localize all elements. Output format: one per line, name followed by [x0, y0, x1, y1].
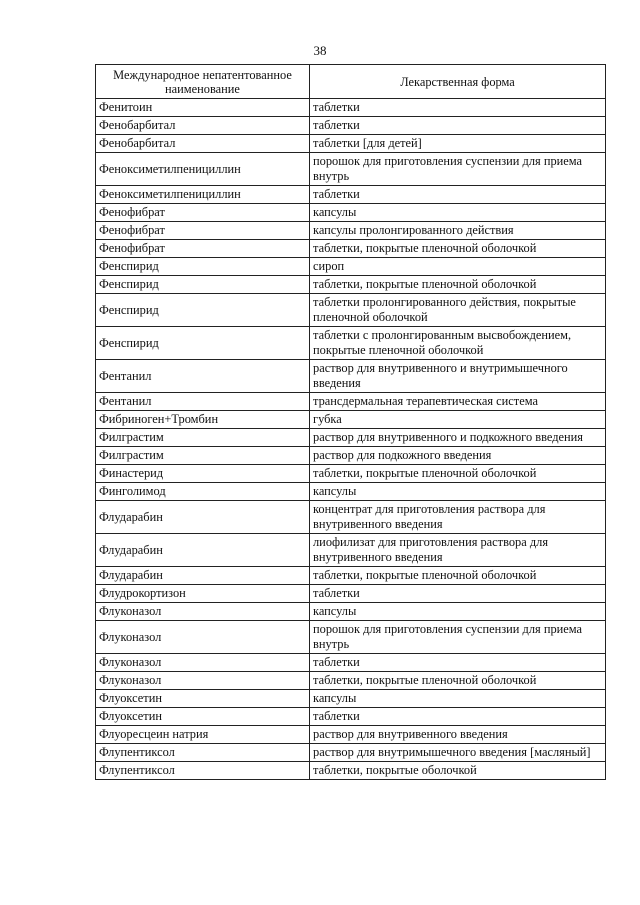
dosage-form-cell: капсулы [310, 603, 606, 621]
table-row [96, 135, 606, 153]
table-row [96, 465, 606, 483]
dosage-form-cell: порошок для приготовления суспензии для приема внутрь [310, 621, 606, 654]
table-row [96, 483, 606, 501]
dosage-form-cell: таблетки, покрытые пленочной оболочкой [310, 672, 606, 690]
table-row [96, 99, 606, 117]
dosage-form-cell: раствор для внутривенного введения [310, 726, 606, 744]
table-row [96, 153, 606, 186]
drug-name-cell: Фентанил [96, 360, 310, 393]
table-row [96, 567, 606, 585]
drug-name-cell: Феноксиметилпенициллин [96, 186, 310, 204]
table-body [96, 99, 606, 780]
table-row [96, 744, 606, 762]
dosage-form-cell: таблетки [310, 117, 606, 135]
table-row [96, 654, 606, 672]
drug-name-cell: Флупентиксол [96, 744, 310, 762]
dosage-form-cell: таблетки [310, 186, 606, 204]
table-row [96, 585, 606, 603]
table-header-row [96, 65, 606, 99]
table-row [96, 360, 606, 393]
table-row [96, 447, 606, 465]
dosage-form-cell: капсулы [310, 690, 606, 708]
dosage-form-cell: раствор для внутримышечного введения [масляный] [310, 744, 606, 762]
dosage-form-cell: раствор для подкожного введения [310, 447, 606, 465]
dosage-form-cell: порошок для приготовления суспензии для приема внутрь [310, 153, 606, 186]
drug-name-cell: Финголимод [96, 483, 310, 501]
drug-name-cell: Флупентиксол [96, 762, 310, 780]
table-row [96, 294, 606, 327]
dosage-form-cell: таблетки, покрытые пленочной оболочкой [310, 465, 606, 483]
drug-name-cell: Флудрокортизон [96, 585, 310, 603]
table-row [96, 393, 606, 411]
drug-name-cell: Флуконазол [96, 603, 310, 621]
drug-name-cell: Фенобарбитал [96, 117, 310, 135]
dosage-form-cell: таблетки [310, 99, 606, 117]
dosage-form-cell: раствор для внутривенного и внутримышечного введения [310, 360, 606, 393]
table-row [96, 429, 606, 447]
drug-name-cell: Флударабин [96, 501, 310, 534]
table-row [96, 603, 606, 621]
drug-name-cell: Фенспирид [96, 276, 310, 294]
dosage-form-cell: лиофилизат для приготовления раствора для внутривенного введения [310, 534, 606, 567]
table-row [96, 726, 606, 744]
table-row [96, 762, 606, 780]
dosage-form-cell: таблетки с пролонгированным высвобождением, покрытые пленочной оболочкой [310, 327, 606, 360]
drug-table [95, 64, 606, 780]
dosage-form-cell: губка [310, 411, 606, 429]
table-row [96, 690, 606, 708]
dosage-form-cell: капсулы пролонгированного действия [310, 222, 606, 240]
dosage-form-cell: раствор для внутривенного и подкожного введения [310, 429, 606, 447]
drug-name-cell: Флуконазол [96, 621, 310, 654]
header-inn: Международное непатентованное наименование [96, 65, 310, 99]
drug-name-cell: Фенофибрат [96, 222, 310, 240]
table-row [96, 204, 606, 222]
table-row [96, 621, 606, 654]
dosage-form-cell: капсулы [310, 204, 606, 222]
dosage-form-cell: трансдермальная терапевтическая система [310, 393, 606, 411]
drug-name-cell: Фенобарбитал [96, 135, 310, 153]
drug-name-cell: Филграстим [96, 447, 310, 465]
drug-name-cell: Флуоксетин [96, 708, 310, 726]
drug-name-cell: Флуконазол [96, 654, 310, 672]
drug-name-cell: Фенофибрат [96, 204, 310, 222]
table-row [96, 258, 606, 276]
drug-name-cell: Флуконазол [96, 672, 310, 690]
header-dosage-form: Лекарственная форма [310, 65, 606, 99]
table-row [96, 501, 606, 534]
drug-name-cell: Флударабин [96, 567, 310, 585]
dosage-form-cell: таблетки, покрытые пленочной оболочкой [310, 567, 606, 585]
drug-name-cell: Фенспирид [96, 294, 310, 327]
drug-name-cell: Флуоресцеин натрия [96, 726, 310, 744]
drug-name-cell: Филграстим [96, 429, 310, 447]
dosage-form-cell: капсулы [310, 483, 606, 501]
table-row [96, 222, 606, 240]
table-row [96, 534, 606, 567]
table-row [96, 240, 606, 258]
dosage-form-cell: таблетки [для детей] [310, 135, 606, 153]
table-row [96, 276, 606, 294]
drug-name-cell: Флударабин [96, 534, 310, 567]
drug-name-cell: Фибриноген+Тромбин [96, 411, 310, 429]
drug-name-cell: Феноксиметилпенициллин [96, 153, 310, 186]
dosage-form-cell: сироп [310, 258, 606, 276]
dosage-form-cell: таблетки, покрытые оболочкой [310, 762, 606, 780]
dosage-form-cell: таблетки, покрытые пленочной оболочкой [310, 276, 606, 294]
page-number: 38 [313, 43, 327, 58]
dosage-form-cell: таблетки, покрытые пленочной оболочкой [310, 240, 606, 258]
dosage-form-cell: таблетки [310, 708, 606, 726]
drug-name-cell: Финастерид [96, 465, 310, 483]
drug-name-cell: Фенофибрат [96, 240, 310, 258]
dosage-form-cell: концентрат для приготовления раствора для внутривенного введения [310, 501, 606, 534]
table-row [96, 672, 606, 690]
table-row [96, 708, 606, 726]
dosage-form-cell: таблетки [310, 654, 606, 672]
dosage-form-cell: таблетки [310, 585, 606, 603]
drug-name-cell: Фенспирид [96, 258, 310, 276]
table-row [96, 186, 606, 204]
table-row [96, 117, 606, 135]
drug-name-cell: Фенспирид [96, 327, 310, 360]
drug-name-cell: Фентанил [96, 393, 310, 411]
table-row [96, 327, 606, 360]
table-row [96, 411, 606, 429]
drug-name-cell: Фенитоин [96, 99, 310, 117]
drug-name-cell: Флуоксетин [96, 690, 310, 708]
dosage-form-cell: таблетки пролонгированного действия, покрытые пленочной оболочкой [310, 294, 606, 327]
